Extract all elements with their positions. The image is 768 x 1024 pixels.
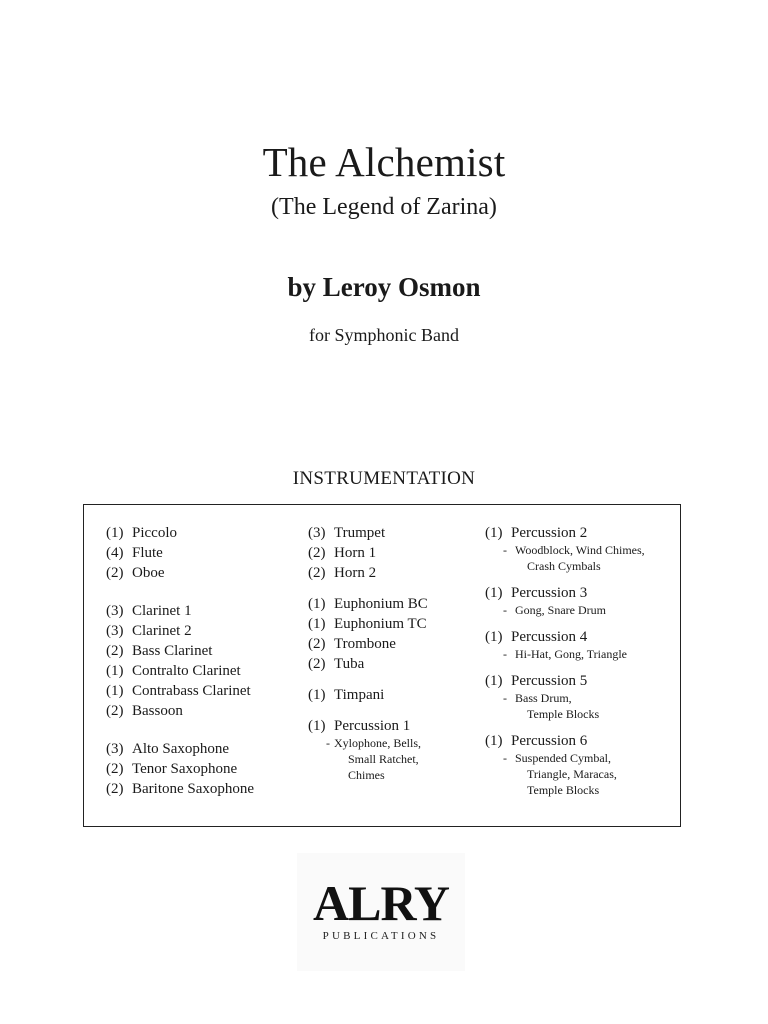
instrument-group (106, 523, 296, 583)
instrument-count: (3) (308, 525, 326, 541)
instrument-name: Trombone (334, 636, 396, 652)
instrument-entry (308, 543, 468, 563)
instrument-entry (308, 685, 468, 705)
instrument-note-text: Chimes (348, 768, 385, 782)
instrument-note-text: Hi-Hat, Gong, Triangle (515, 647, 627, 661)
instrument-column-woodwinds (106, 523, 296, 817)
instrument-note-text: Bass Drum, (515, 691, 572, 705)
instrument-entry (106, 621, 296, 641)
note-bullet: - (503, 691, 507, 705)
instrument-count: (1) (308, 596, 326, 612)
instrument-name: Percussion 2 (511, 525, 588, 541)
instrument-note (485, 706, 680, 723)
instrument-entry (106, 759, 296, 779)
instrument-group (485, 731, 680, 799)
score-subtitle: (The Legend of Zarina) (271, 194, 497, 220)
note-bullet: - (503, 751, 507, 765)
instrument-count: (1) (106, 683, 124, 699)
instrument-count: (2) (106, 761, 124, 777)
instrument-name: Clarinet 1 (132, 603, 192, 619)
instrument-entry (308, 634, 468, 654)
instrument-name: Horn 1 (334, 545, 377, 561)
instrument-note (485, 602, 680, 619)
publisher-name: ALRY (313, 875, 449, 931)
instrument-entry (308, 654, 468, 674)
instrument-entry (485, 671, 680, 691)
instrument-entry (308, 523, 468, 543)
ensemble-note: for Symphonic Band (309, 325, 459, 345)
instrument-entry (106, 661, 296, 681)
instrument-name: Tenor Saxophone (132, 761, 238, 777)
note-bullet: - (503, 543, 507, 557)
instrument-count: (1) (485, 585, 503, 601)
instrument-note (485, 690, 680, 707)
instrument-count: (1) (485, 733, 503, 749)
instrument-note-text: Temple Blocks (527, 707, 600, 721)
instrument-note (308, 767, 468, 784)
instrument-count: (3) (106, 603, 124, 619)
instrumentation-box (83, 504, 681, 827)
instrument-entry (106, 701, 296, 721)
instrument-group (308, 685, 468, 705)
instrument-note-text: Temple Blocks (527, 783, 600, 797)
instrument-note (485, 646, 680, 663)
instrument-count: (1) (308, 616, 326, 632)
instrument-group (106, 739, 296, 799)
instrument-entry (485, 627, 680, 647)
instrument-count: (2) (106, 565, 124, 581)
instrument-name: Percussion 3 (511, 585, 588, 601)
note-bullet: - (326, 736, 330, 750)
instrument-column-brass (308, 523, 468, 795)
note-bullet: - (503, 603, 507, 617)
instrument-name: Bassoon (132, 703, 183, 719)
instrument-entry (106, 779, 296, 799)
instrument-group (308, 594, 468, 674)
instrument-name: Bass Clarinet (132, 643, 213, 659)
instrument-name: Euphonium TC (334, 616, 427, 632)
instrument-note (485, 782, 680, 799)
instrument-entry (485, 523, 680, 543)
instrument-note-text: Triangle, Maracas, (527, 767, 617, 781)
instrument-count: (2) (106, 703, 124, 719)
instrument-count: (2) (308, 656, 326, 672)
instrument-count: (1) (485, 629, 503, 645)
instrument-note (485, 766, 680, 783)
instrument-entry (308, 563, 468, 583)
instrument-note-text: Crash Cymbals (527, 559, 601, 573)
instrument-count: (2) (106, 781, 124, 797)
instrument-note-text: Small Ratchet, (348, 752, 419, 766)
instrument-group (308, 716, 468, 784)
instrument-name: Contralto Clarinet (132, 663, 241, 679)
instrument-name: Trumpet (334, 525, 386, 541)
instrument-entry (308, 594, 468, 614)
instrument-count: (4) (106, 545, 124, 561)
instrument-count: (2) (308, 636, 326, 652)
instrument-name: Clarinet 2 (132, 623, 192, 639)
instrument-count: (3) (106, 623, 124, 639)
instrument-name: Percussion 5 (511, 673, 588, 689)
instrument-entry (106, 601, 296, 621)
score-title: The Alchemist (262, 139, 506, 185)
instrument-name: Oboe (132, 565, 165, 581)
instrument-note (308, 751, 468, 768)
instrument-name: Contrabass Clarinet (132, 683, 251, 699)
instrument-entry (308, 614, 468, 634)
instrument-note (485, 558, 680, 575)
instrument-name: Baritone Saxophone (132, 781, 255, 797)
instrument-name: Tuba (334, 656, 365, 672)
instrument-group (485, 583, 680, 619)
publisher-logo (297, 853, 465, 971)
instrument-name: Horn 2 (334, 565, 377, 581)
instrument-count: (2) (308, 545, 326, 561)
instrument-note (485, 750, 680, 767)
instrument-count: (1) (106, 525, 124, 541)
instrument-count: (1) (308, 687, 326, 703)
instrument-count: (1) (485, 525, 503, 541)
instrument-group (485, 627, 680, 663)
instrument-entry (106, 523, 296, 543)
instrument-name: Piccolo (132, 525, 177, 541)
instrument-count: (2) (308, 565, 326, 581)
publisher-subtitle: PUBLICATIONS (322, 930, 440, 942)
instrument-entry (106, 641, 296, 661)
instrument-count: (2) (106, 643, 124, 659)
instrument-entry (106, 543, 296, 563)
instrument-name: Alto Saxophone (132, 741, 230, 757)
instrument-group (485, 671, 680, 723)
instrument-count: (1) (308, 718, 326, 734)
instrument-name: Euphonium BC (334, 596, 428, 612)
note-bullet: - (503, 647, 507, 661)
instrument-entry (106, 563, 296, 583)
instrument-note-text: Gong, Snare Drum (515, 603, 606, 617)
instrument-note (308, 735, 468, 752)
instrument-entry (106, 681, 296, 701)
instrumentation-heading: INSTRUMENTATION (292, 468, 476, 489)
instrument-entry (106, 739, 296, 759)
instrument-entry (308, 716, 468, 736)
instrument-note (485, 542, 680, 559)
instrument-group (485, 523, 680, 575)
instrument-group (106, 601, 296, 721)
composer-credit: by Leroy Osmon (287, 272, 481, 302)
instrument-count: (1) (485, 673, 503, 689)
instrument-name: Percussion 1 (334, 718, 411, 734)
instrument-name: Timpani (334, 687, 385, 703)
instrument-note-text: Suspended Cymbal, (515, 751, 611, 765)
instrument-count: (3) (106, 741, 124, 757)
instrument-group (308, 523, 468, 583)
instrument-name: Flute (132, 545, 163, 561)
instrument-note-text: Woodblock, Wind Chimes, (515, 543, 645, 557)
instrument-entry (485, 731, 680, 751)
instrument-column-percussion (485, 523, 680, 807)
instrument-count: (1) (106, 663, 124, 679)
instrument-note-text: Xylophone, Bells, (334, 736, 421, 750)
instrument-name: Percussion 6 (511, 733, 588, 749)
instrument-name: Percussion 4 (511, 629, 588, 645)
instrument-entry (485, 583, 680, 603)
